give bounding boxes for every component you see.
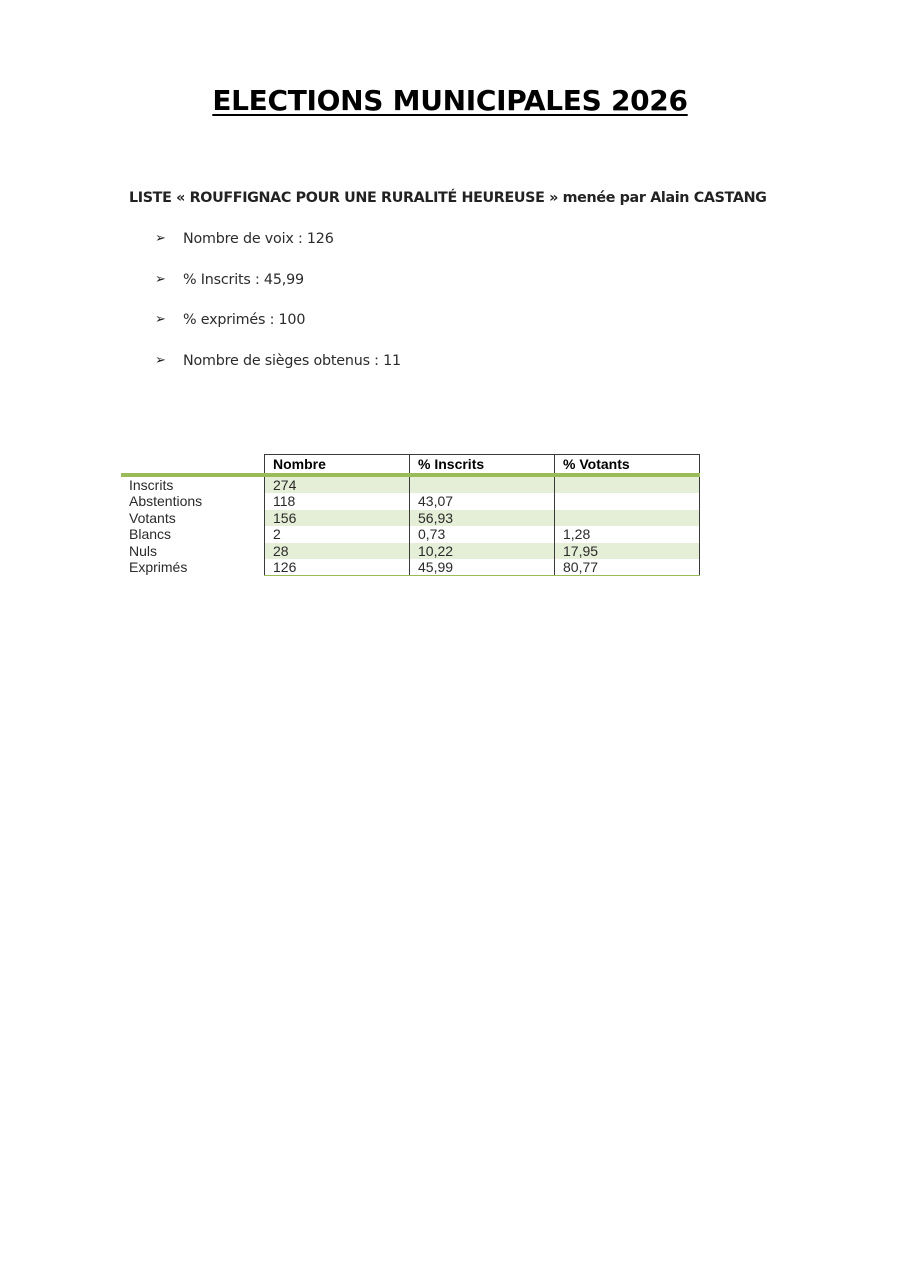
cell-pct-inscrits: 56,93 — [410, 510, 555, 526]
column-header-nombre: Nombre — [265, 455, 410, 476]
cell-pct-inscrits: 45,99 — [410, 559, 555, 576]
cell-pct-votants: 80,77 — [555, 559, 700, 576]
result-votes: Nombre de voix : 126 — [183, 231, 334, 247]
row-label: Abstentions — [129, 493, 203, 510]
cell-pct-votants — [555, 475, 700, 493]
row-label: Exprimés — [129, 559, 188, 576]
arrow-bullet-icon: ➢ — [155, 312, 166, 328]
row-label: Blancs — [129, 526, 172, 543]
table-header-row — [121, 455, 700, 476]
table-header-corner — [121, 455, 265, 476]
list-item — [155, 271, 401, 312]
cell-nombre: 118 — [265, 493, 410, 509]
cell-pct-votants — [555, 493, 700, 509]
column-header-pct-inscrits: % Inscrits — [410, 455, 555, 476]
cell-nombre: 126 — [265, 559, 410, 576]
cell-nombre: 28 — [265, 543, 410, 559]
list-heading: LISTE « ROUFFIGNAC POUR UNE RURALITÉ HEUREUSE » menée par Alain CASTANG — [129, 190, 767, 206]
row-label: Inscrits — [129, 477, 174, 493]
list-item — [155, 311, 401, 352]
cell-nombre: 2 — [265, 526, 410, 542]
cell-pct-votants: 1,28 — [555, 526, 700, 542]
row-label: Nuls — [129, 542, 158, 559]
table-row — [121, 493, 700, 509]
cell-pct-inscrits: 43,07 — [410, 493, 555, 509]
arrow-bullet-icon: ➢ — [155, 353, 166, 369]
table-row — [121, 510, 700, 526]
result-seats: Nombre de sièges obtenus : 11 — [183, 353, 401, 370]
result-pct-inscrits: % Inscrits : 45,99 — [183, 271, 304, 288]
arrow-bullet-icon: ➢ — [155, 231, 166, 246]
results-table — [121, 454, 700, 576]
cell-pct-inscrits: 10,22 — [410, 543, 555, 559]
cell-pct-votants — [555, 510, 700, 526]
column-header-pct-votants: % Votants — [555, 455, 700, 476]
cell-nombre: 274 — [265, 475, 410, 493]
list-item — [155, 352, 401, 393]
cell-pct-votants: 17,95 — [555, 543, 700, 559]
table-row — [121, 475, 700, 493]
row-label: Votants — [129, 509, 176, 526]
arrow-bullet-icon: ➢ — [155, 271, 166, 287]
page-title: ELECTIONS MUNICIPALES 2026 — [212, 84, 688, 117]
table-row — [121, 559, 700, 576]
table-row — [121, 526, 700, 542]
result-pct-exprimes: % exprimés : 100 — [183, 312, 306, 329]
cell-nombre: 156 — [265, 510, 410, 526]
table-row — [121, 543, 700, 559]
list-item — [155, 230, 401, 271]
cell-pct-inscrits — [410, 475, 555, 493]
cell-pct-inscrits: 0,73 — [410, 526, 555, 542]
results-list — [155, 230, 401, 393]
